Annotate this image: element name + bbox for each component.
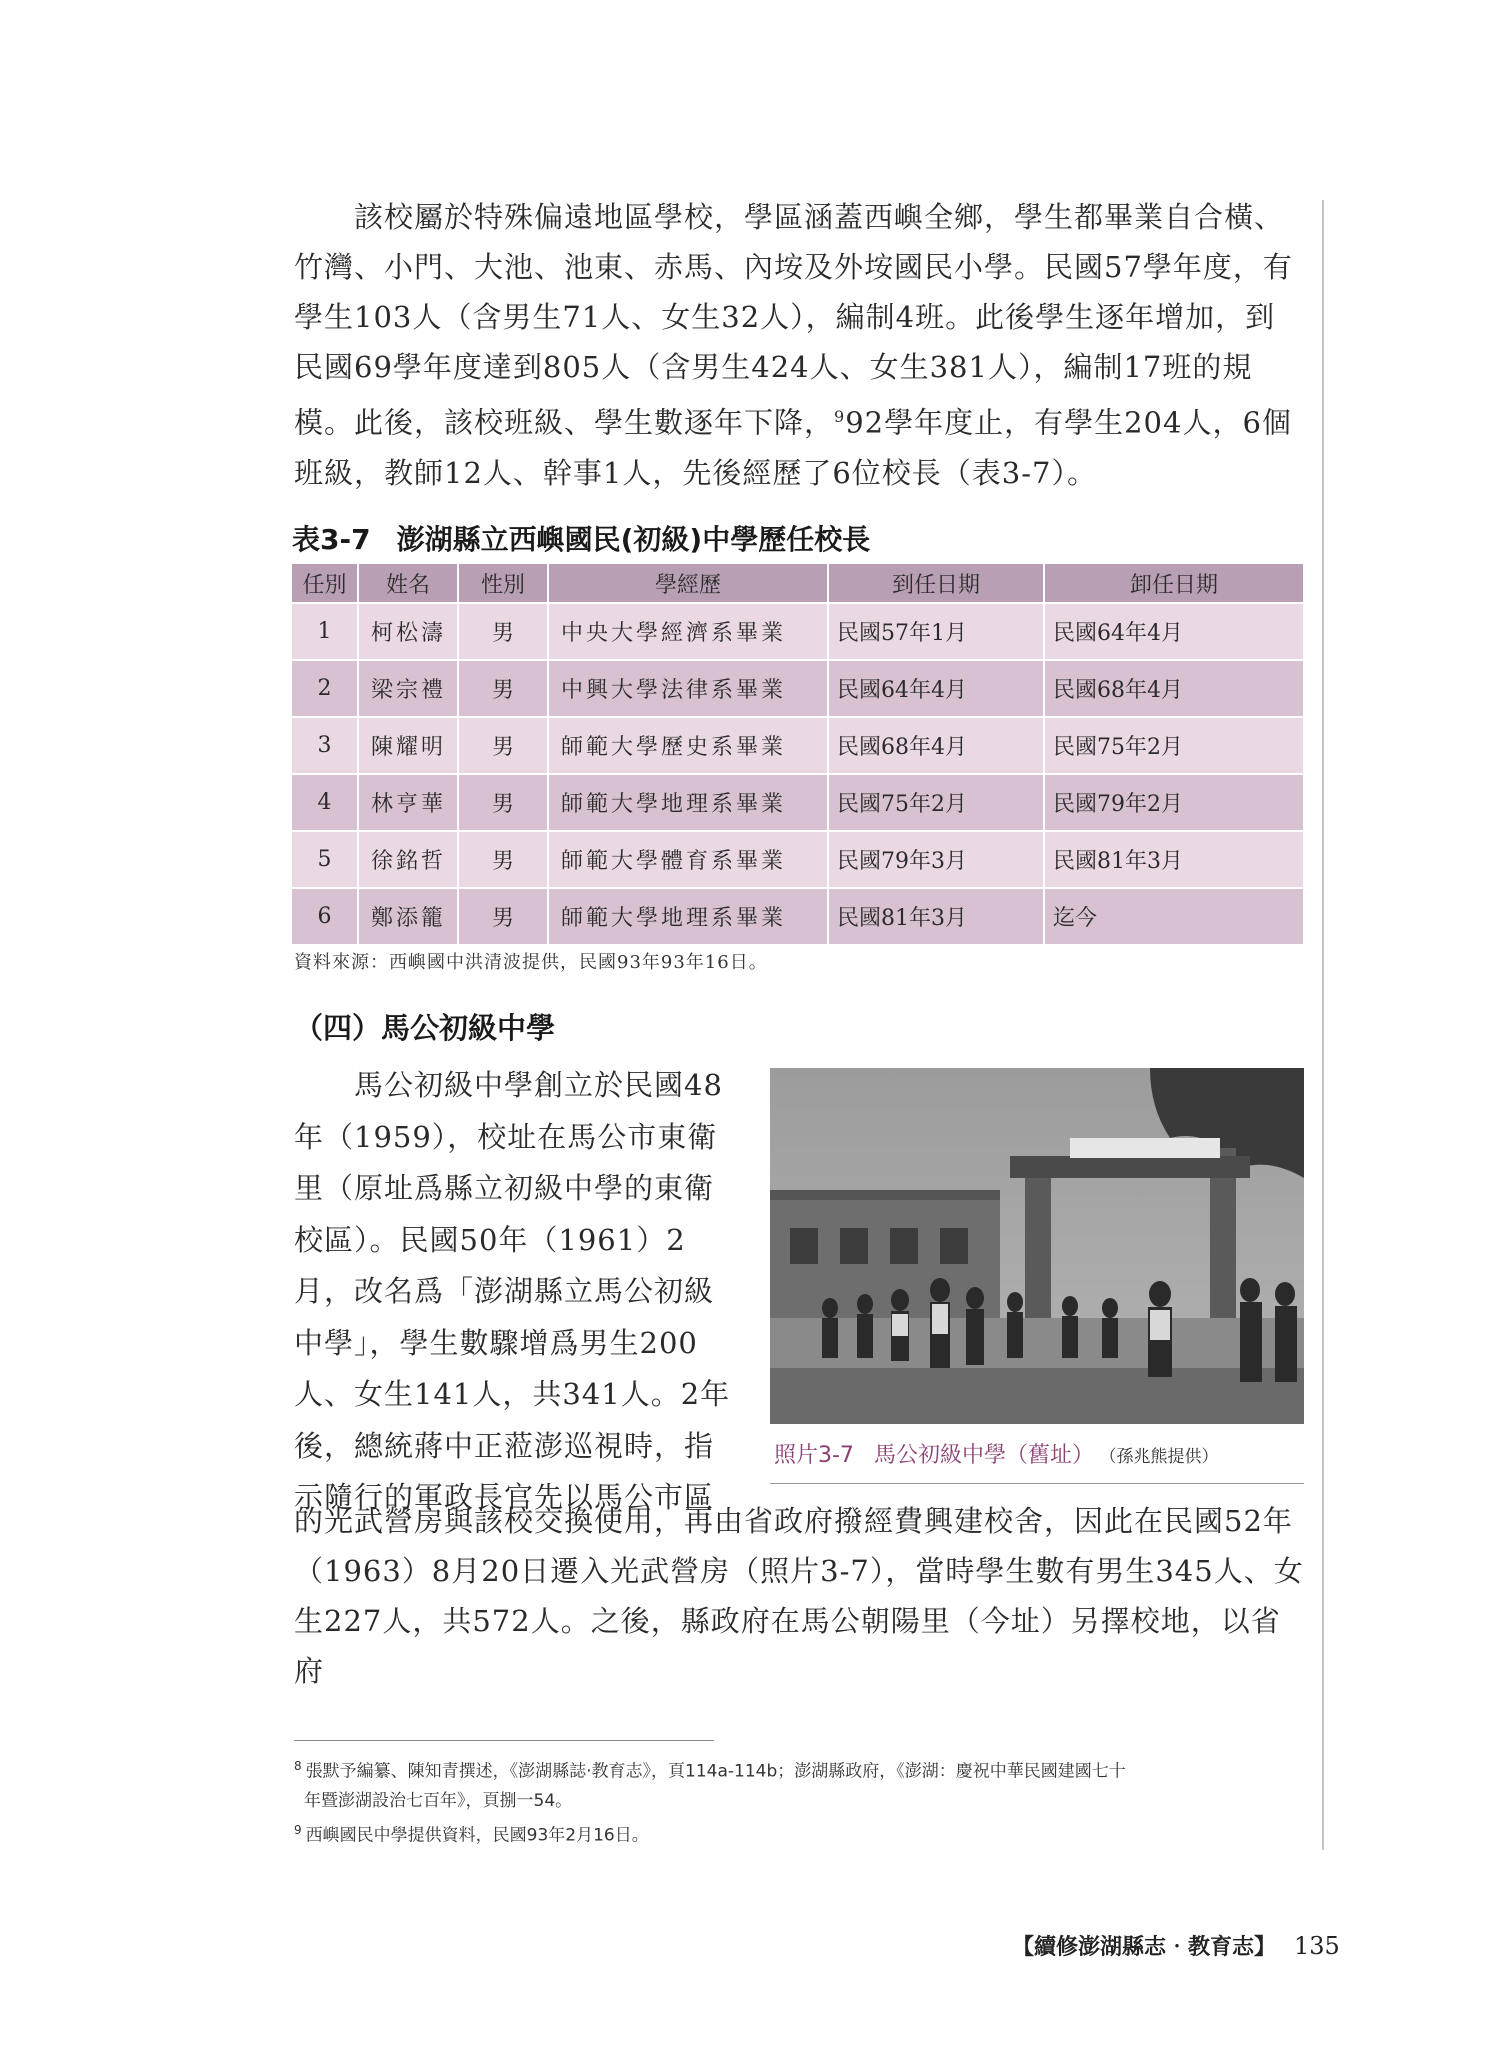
table-cell: 民國79年2月 — [1044, 774, 1304, 831]
table-source: 資料來源：西嶼國中洪清波提供，民國93年93年16日。 — [294, 952, 768, 973]
photo-caption — [774, 1438, 1218, 1469]
table-cell: 民國81年3月 — [828, 888, 1044, 944]
col-header: 學經歷 — [548, 564, 828, 603]
table-cell: 林亨華 — [358, 774, 458, 831]
table-cell: 2 — [292, 660, 358, 717]
table-row — [292, 831, 1304, 888]
col-header: 性別 — [458, 564, 548, 603]
table-row — [292, 774, 1304, 831]
table-cell: 6 — [292, 888, 358, 944]
table-cell: 男 — [458, 888, 548, 944]
table-cell: 民國81年3月 — [1044, 831, 1304, 888]
table-cell: 陳耀明 — [358, 717, 458, 774]
table-cell: 迄今 — [1044, 888, 1304, 944]
table-cell: 男 — [458, 717, 548, 774]
table-cell: 民國68年4月 — [1044, 660, 1304, 717]
table-caption: 澎湖縣立西嶼國民(初級)中學歷任校長 — [396, 523, 871, 556]
body-paragraph-1: 該校屬於特殊偏遠地區學校，學區涵蓋西嶼全鄉，學生都畢業自合橫、竹灣、小門、大池、池東、赤馬、內垵及外垵國民小學。民國57學年度，有學生103人（含男生71人、女生32人），編制4班。此後學生逐年增加，到民國69學年度達到805人（含男生424人、女生381人），編制17班的規模。此後，該校班級、學生數逐年下降，$^9$92學年度止，有學生204人，6個班級，教師12人、幹事1人，先後經歷了6位校長（表3-7）。 — [294, 200, 1293, 490]
table-cell: 師範大學地理系畢業 — [548, 888, 828, 944]
footnote-rule — [294, 1740, 714, 1741]
table-header-row — [292, 564, 1304, 603]
table-cell: 中央大學經濟系畢業 — [548, 603, 828, 660]
table-cell: 梁宗禮 — [358, 660, 458, 717]
table-cell: 4 — [292, 774, 358, 831]
body-paragraph-3: 的光武營房與該校交換使用，再由省政府撥經費興建校舍，因此在民國52年（1963）8月20日遷入光武營房（照片3-7），當時學生數有男生345人、女生227人，共572人。之後，縣政府在馬公朝陽里（今址）另擇校地，以省府 — [294, 1504, 1304, 1688]
table-cell: 男 — [458, 603, 548, 660]
table-cell: 師範大學地理系畢業 — [548, 774, 828, 831]
table-title — [292, 518, 870, 558]
table-cell: 民國79年3月 — [828, 831, 1044, 888]
table-cell: 民國64年4月 — [828, 660, 1044, 717]
margin-rule — [1322, 200, 1324, 1850]
photo-image — [770, 1068, 1304, 1424]
footnote-9: $^9$ 西嶼國民中學提供資料，民國93年2月16日。 — [294, 1822, 649, 1846]
section-heading: （四）馬公初級中學 — [294, 1011, 556, 1045]
table-row — [292, 603, 1304, 660]
table-cell: 師範大學歷史系畢業 — [548, 717, 828, 774]
footnote-ref-9[interactable]: 9 — [834, 407, 846, 426]
table-cell: 民國75年2月 — [828, 774, 1044, 831]
table-cell: 男 — [458, 774, 548, 831]
footnotes — [294, 1752, 1304, 1850]
col-header: 卸任日期 — [1044, 564, 1304, 603]
table-cell: 鄭添籠 — [358, 888, 458, 944]
page-number: 135 — [1294, 1932, 1340, 1960]
table-cell: 男 — [458, 660, 548, 717]
col-header: 姓名 — [358, 564, 458, 603]
table-row — [292, 888, 1304, 944]
table-number: 表3-7 — [292, 523, 371, 556]
table-row — [292, 717, 1304, 774]
photo-credit: （孫兆熊提供） — [1107, 1447, 1219, 1467]
table-row — [292, 660, 1304, 717]
body-paragraph-2: 馬公初級中學創立於民國48年（1959），校址在馬公市東衛里（原址爲縣立初級中學的東衛校區）。民國50年（1961）2月，改名爲「澎湖縣立馬公初級中學」，學生數驟增爲男生200人、女生141人，共341人。2年後，總統蔣中正蒞澎巡視時，指示隨行的軍政長官先以馬公市區 — [294, 1068, 731, 1514]
table-cell: 3 — [292, 717, 358, 774]
col-header: 任別 — [292, 564, 358, 603]
table-cell: 民國75年2月 — [1044, 717, 1304, 774]
footnote-8-continued: 年暨澎湖設治七百年》，頁捌一54。 — [304, 1790, 573, 1811]
table-cell: 民國64年4月 — [1044, 603, 1304, 660]
page-footer — [1012, 1930, 1340, 1961]
historical-photo — [770, 1068, 1304, 1424]
table-cell: 男 — [458, 831, 548, 888]
table-cell: 5 — [292, 831, 358, 888]
table-cell: 柯松濤 — [358, 603, 458, 660]
principals-table — [292, 564, 1305, 944]
table-cell: 師範大學體育系畢業 — [548, 831, 828, 888]
table-cell: 中興大學法律系畢業 — [548, 660, 828, 717]
photo-number: 照片3-7 — [774, 1443, 854, 1468]
table-cell: 民國57年1月 — [828, 603, 1044, 660]
col-header: 到任日期 — [828, 564, 1044, 603]
photo-title: 馬公初級中學（舊址） — [873, 1443, 1094, 1468]
table-cell: 民國68年4月 — [828, 717, 1044, 774]
table-cell: 徐銘哲 — [358, 831, 458, 888]
footnote-8: $^8$ 張默予編纂、陳知青撰述，《澎湖縣誌‧教育志》，頁114a-114b；澎湖縣政府，《澎湖：慶祝中華民國建國七十 — [294, 1759, 1126, 1782]
caption-rule — [770, 1483, 1304, 1484]
series-title: 【續修澎湖縣志‧教育志】 — [1012, 1934, 1277, 1960]
table-cell: 1 — [292, 603, 358, 660]
